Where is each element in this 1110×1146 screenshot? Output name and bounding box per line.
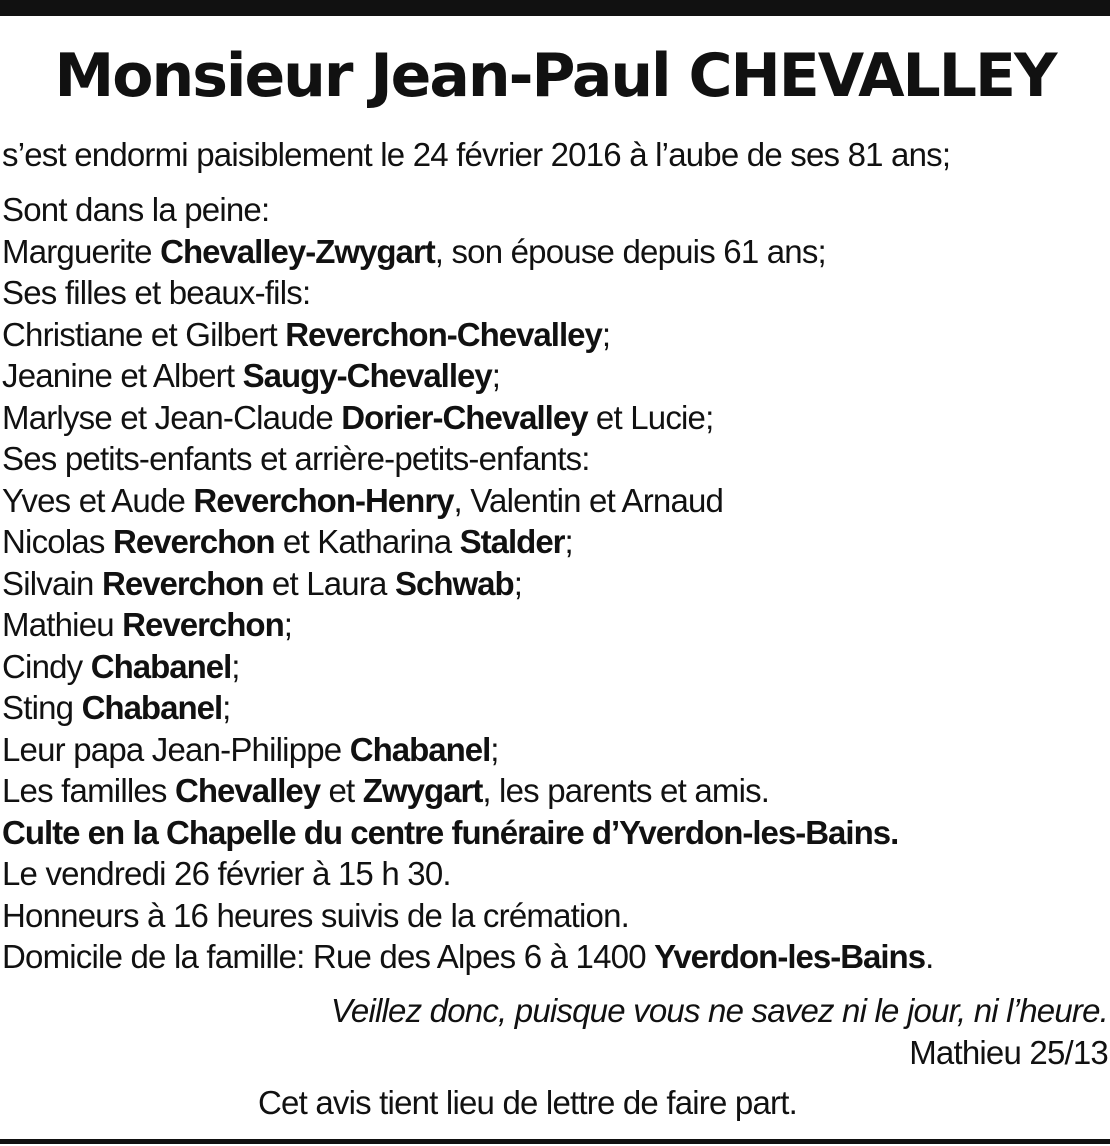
- line-text: Marlyse et Jean-Claude: [2, 398, 342, 436]
- line-text: ;: [601, 315, 611, 353]
- notice-line: [2, 604, 1108, 646]
- line-text: et Laura: [263, 564, 395, 602]
- line-text: et Katharina: [274, 523, 460, 560]
- line-text: ;: [283, 606, 293, 643]
- notice-line: [2, 438, 1108, 480]
- notice-line: [2, 355, 1108, 397]
- line-text: ;: [513, 564, 523, 602]
- line-text: et Lucie;: [587, 398, 714, 436]
- notice-line: [2, 936, 1108, 978]
- bold-name: Chevalley-Zwygart: [160, 232, 435, 270]
- notice-line: [2, 646, 1108, 688]
- bold-name: Schwab: [394, 564, 514, 602]
- line-text: et: [320, 772, 363, 809]
- bold-name: Reverchon-Chevalley: [285, 315, 602, 353]
- bold-name: Zwygart: [362, 772, 483, 809]
- line-text: ;: [491, 357, 501, 394]
- notice-line: [2, 231, 1108, 273]
- notice-line: [2, 729, 1108, 771]
- notice-line: [2, 521, 1108, 563]
- line-text: Jeanine et Albert: [2, 357, 243, 394]
- bold-name: Saugy-Chevalley: [242, 357, 492, 394]
- line-text: ;: [490, 730, 499, 768]
- bold-name: Chabanel: [90, 647, 232, 685]
- line-text: ;: [231, 647, 240, 685]
- bold-name: Culte en la Chapelle du centre funéraire d’Yverdon-les-Bains.: [2, 813, 899, 851]
- line-text: , les parents et amis.: [482, 772, 770, 809]
- mourners-list: [2, 189, 1108, 978]
- line-text: ;: [222, 689, 231, 726]
- bold-name: Reverchon: [112, 523, 275, 560]
- bold-name: Chabanel: [349, 730, 491, 768]
- top-rule: [0, 0, 1110, 16]
- notice-line: [2, 812, 1108, 854]
- line-text: .: [925, 938, 934, 975]
- line-text: , son épouse depuis 61 ans;: [434, 232, 826, 270]
- bold-name: Chabanel: [81, 689, 223, 726]
- line-text: Marguerite: [2, 232, 161, 270]
- line-text: Les familles: [2, 772, 176, 809]
- bold-name: Chevalley: [175, 772, 321, 809]
- notice-line: [2, 397, 1108, 439]
- notice-line: [2, 895, 1108, 937]
- line-text: ;: [564, 523, 573, 560]
- line-text: Sont dans la peine:: [2, 191, 270, 228]
- intro-line: s’est endormi paisiblement le 24 février 2016 à l’aube de ses 81 ans;: [2, 136, 951, 173]
- line-text: Honneurs à 16 heures suivis de la crémation.: [2, 896, 629, 934]
- line-text: Nicolas: [2, 523, 113, 560]
- line-text: , Valentin et Arnaud: [453, 481, 724, 519]
- line-text: Cindy: [2, 647, 91, 685]
- line-text: Ses petits-enfants et arrière-petits-enfants:: [2, 440, 590, 477]
- bold-name: Dorier-Chevalley: [341, 398, 588, 436]
- line-text: Sting: [2, 689, 82, 726]
- line-text: Le vendredi 26 février à 15 h 30.: [2, 855, 451, 892]
- bold-name: Reverchon: [122, 606, 284, 643]
- scripture-quote: Veillez donc, puisque vous ne savez ni le jour, ni l’heure.: [330, 992, 1108, 1029]
- notice-line: [2, 770, 1108, 812]
- bottom-rule: [0, 1139, 1110, 1144]
- notice-line: [2, 853, 1108, 895]
- notice-line: [2, 687, 1108, 729]
- line-text: Ses filles et beaux-fils:: [2, 274, 311, 311]
- line-text: Yves et Aude: [2, 481, 194, 519]
- scripture-reference: Mathieu 25/13: [909, 1034, 1108, 1071]
- notice-line: [2, 272, 1108, 314]
- notice-line: [2, 314, 1108, 356]
- line-text: Leur papa Jean-Philippe: [2, 730, 350, 768]
- bold-name: Stalder: [459, 523, 565, 560]
- line-text: Domicile de la famille: Rue des Alpes 6 à 1400: [2, 938, 655, 975]
- bold-name: Reverchon-Henry: [193, 481, 454, 519]
- footer-note: Cet avis tient lieu de lettre de faire part.: [258, 1084, 797, 1121]
- line-text: Christiane et Gilbert: [2, 315, 286, 353]
- line-text: Silvain: [2, 564, 102, 602]
- notice-line: [2, 189, 1108, 231]
- notice-line: [2, 563, 1108, 605]
- line-text: Mathieu: [2, 606, 123, 643]
- bold-name: Reverchon: [101, 564, 264, 602]
- notice-title: Monsieur Jean-Paul CHEVALLEY: [54, 41, 1056, 111]
- bold-name: Yverdon-les-Bains: [654, 938, 926, 975]
- notice-line: [2, 480, 1108, 522]
